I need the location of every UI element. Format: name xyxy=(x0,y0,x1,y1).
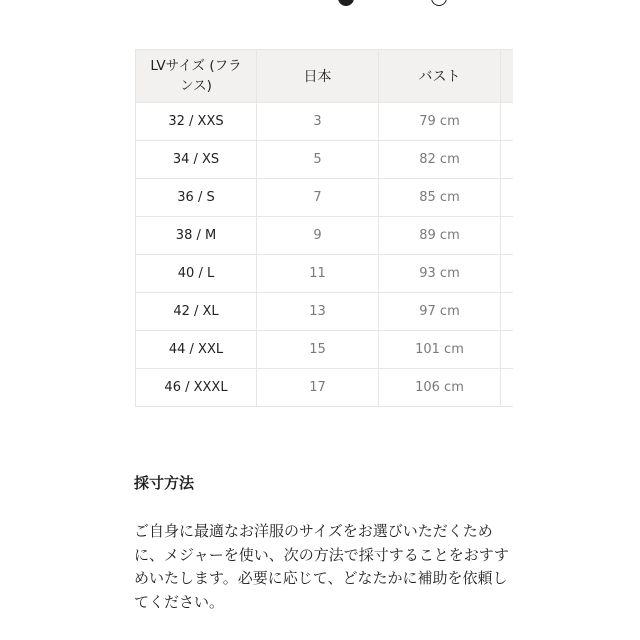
size-cell: 46 / XXXL xyxy=(136,369,257,407)
bust-cell: 93 cm xyxy=(379,255,501,293)
bust-cell: 79 cm xyxy=(379,103,501,141)
japan-cell: 3 xyxy=(257,103,379,141)
japan-cell: 5 xyxy=(257,141,379,179)
table-row xyxy=(136,141,514,179)
next-cell xyxy=(501,369,514,407)
next-cell xyxy=(501,217,514,255)
size-cell: 44 / XXL xyxy=(136,331,257,369)
cm-radio[interactable] xyxy=(338,0,354,6)
table-row xyxy=(136,103,514,141)
bust-cell: 85 cm xyxy=(379,179,501,217)
table-row xyxy=(136,369,514,407)
bust-cell: 106 cm xyxy=(379,369,501,407)
header-japan: 日本 xyxy=(257,50,379,103)
measurement-section-body: ご自身に最適なお洋服のサイズをお選びいただくために、メジャーを使い、次の方法で採寸することをおすすめいたします。必要に応じて、どなたかに補助を依頼してください。 xyxy=(134,522,509,611)
bust-cell: 89 cm xyxy=(379,217,501,255)
table-row xyxy=(136,217,514,255)
measurement-section-title: 採寸方法 xyxy=(134,474,195,492)
bust-cell: 97 cm xyxy=(379,293,501,331)
japan-cell: 11 xyxy=(257,255,379,293)
header-lv-size: LVサイズ (フランス) xyxy=(136,50,257,103)
size-cell: 40 / L xyxy=(136,255,257,293)
bust-cell: 82 cm xyxy=(379,141,501,179)
size-cell: 32 / XXS xyxy=(136,103,257,141)
header-bust: バスト xyxy=(379,50,501,103)
table-row xyxy=(136,331,514,369)
next-cell xyxy=(501,103,514,141)
japan-cell: 17 xyxy=(257,369,379,407)
bust-cell: 101 cm xyxy=(379,331,501,369)
inches-radio[interactable] xyxy=(431,0,447,6)
next-cell xyxy=(501,255,514,293)
next-cell xyxy=(501,293,514,331)
size-cell: 38 / M xyxy=(136,217,257,255)
next-cell xyxy=(501,331,514,369)
japan-cell: 9 xyxy=(257,217,379,255)
table-row xyxy=(136,255,514,293)
next-cell xyxy=(501,141,514,179)
next-cell xyxy=(501,179,514,217)
size-table xyxy=(135,49,513,407)
size-cell: 36 / S xyxy=(136,179,257,217)
table-header-row xyxy=(136,50,514,103)
size-cell: 34 / XS xyxy=(136,141,257,179)
japan-cell: 7 xyxy=(257,179,379,217)
size-cell: 42 / XL xyxy=(136,293,257,331)
japan-cell: 13 xyxy=(257,293,379,331)
header-next xyxy=(501,50,514,103)
size-table-scroll[interactable] xyxy=(135,49,513,407)
table-row xyxy=(136,293,514,331)
japan-cell: 15 xyxy=(257,331,379,369)
table-row xyxy=(136,179,514,217)
